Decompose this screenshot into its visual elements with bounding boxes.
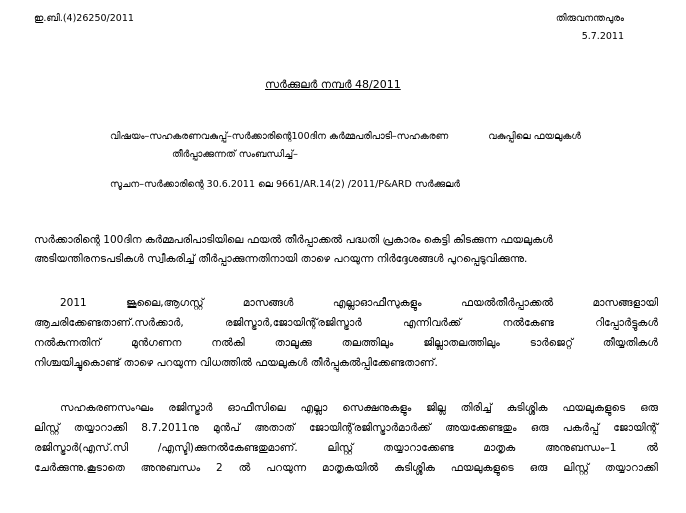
reference-line: സൂചന–സർക്കാരിന്റെ 30.6.2011 ലെ 9661/AR.14(2) /2011/P&ARD സർക്കുലർ	[110, 179, 461, 190]
word: ഒരു	[640, 402, 658, 414]
para2-line3	[34, 337, 658, 350]
word: ചേർക്കുന്നു.കൂടാതെ	[34, 462, 125, 474]
word: ഓഫീസിലെ	[227, 402, 286, 414]
word: മാതൃക	[483, 442, 516, 454]
word: കുടിശ്ശിക	[394, 462, 435, 474]
word: കുടിശ്ശിക	[506, 402, 548, 414]
word: നൽകി	[211, 337, 245, 349]
word: മാസങ്ങൾ	[242, 297, 294, 309]
word: തയ്യാറാക്കി	[73, 422, 128, 434]
word: 2011	[60, 297, 87, 309]
word: ലിസ്റ്റ്	[327, 442, 354, 454]
word: അനുബന്ധം–1	[545, 442, 617, 454]
word: അനുബന്ധം	[140, 462, 201, 474]
word: ആചരിക്കേണ്ടതാണ്.സർക്കാർ,	[34, 317, 184, 329]
word: അതാത്	[254, 422, 295, 434]
word: ഫയലുകളുടെ	[562, 402, 626, 414]
word: താലൂക്കു	[274, 337, 312, 349]
place-name: തിരുവനന്തപുരം	[555, 13, 624, 24]
subject-text-cont: വകുപ്പിലെ ഫയലുകൾ	[488, 131, 581, 142]
para2-line4: നിശ്ചയിച്ചുകൊണ്ട് താഴെ പറയുന്ന വിധത്തിൽ ഫയലുകൾ തീർപ്പുകൽപ്പിക്കേണ്ടതാണ്.	[34, 357, 438, 369]
word: തിരിച്ച്	[460, 402, 492, 414]
word: റിപ്പോർട്ടുകൾ	[595, 317, 658, 329]
circular-title: സർക്കുലർ നമ്പർ 48/2011	[265, 78, 401, 91]
word: ജൂലൈ,ആഗസ്റ്റ്	[126, 297, 204, 309]
word: സെക്ഷനുകളും	[342, 402, 412, 414]
para3-line4	[34, 462, 658, 475]
para1-line2: അടിയന്തിരനടപടികൾ സ്വീകരിച്ച് തീർപ്പാക്കുന്നതിനായി താഴെ പറയുന്ന നിർദ്ദേശങ്ങൾ പുറപ്പെടുവിക്കുന്നു.	[34, 253, 528, 265]
word: ജില്ലാതലത്തിലും	[423, 337, 500, 349]
word: ജില്ല	[426, 402, 446, 414]
word: ഫയൽതീർപ്പാക്കൽ	[460, 297, 554, 309]
word: ൽ	[238, 462, 251, 474]
word: /എസ്ടി)ക്കുനൽകേണ്ടതുമാണ്.	[157, 442, 298, 454]
word: സഹകരണസംഘം	[60, 402, 154, 414]
word: എല്ലാ	[300, 402, 328, 414]
word: പകർപ്പ്	[562, 422, 600, 434]
subject-line-2: തീർപ്പാക്കുന്നത് സംബന്ധിച്ച്–	[172, 149, 298, 160]
file-number: ഇ.ബി.(4)26250/2011	[34, 13, 134, 24]
word: തലത്തിലും	[341, 337, 394, 349]
word: മുൻപ്	[213, 422, 240, 434]
word: ജോയിന്റ്	[613, 422, 658, 434]
para2-line2	[34, 317, 658, 330]
word: തയ്യാറാക്കേണ്ട	[382, 442, 454, 454]
word: തയ്യാറാക്കി	[604, 462, 658, 474]
word: മാതൃകയിൽ	[321, 462, 379, 474]
word: നൽകേണ്ട	[502, 317, 554, 329]
word: 2	[216, 462, 223, 474]
subject-line-1	[110, 131, 581, 142]
para3-line1	[60, 402, 658, 415]
word: അയക്കേണ്ടതും	[445, 422, 517, 434]
para2-line1	[60, 297, 658, 310]
word: ഒരു	[529, 462, 548, 474]
word: രജിസ്ട്രാർ,ജോയിന്റ്‌രജിസ്ട്രാർ	[225, 317, 362, 329]
word: എല്ലാഓഫീസുകളും	[332, 297, 422, 309]
issue-date: 5.7.2011	[581, 31, 624, 42]
word: ലിസ്റ്റ്	[34, 422, 60, 434]
word: തീയ്യതികൾ	[602, 337, 658, 349]
subject-text: വിഷയം–സഹകരണവകുപ്പ്–സർക്കാരിന്റെ100ദിന കർമ്മപരിപാടി–സഹകരണ	[110, 131, 449, 142]
para3-line3	[34, 442, 658, 455]
word: ലിസ്റ്റ്	[563, 462, 589, 474]
word: നൽകുന്നതിന്	[34, 337, 102, 349]
word: മാസങ്ങളായി	[592, 297, 658, 309]
para1-line1: സർക്കാരിന്റെ 100ദിന കർമ്മപരിപാടിയിലെ ഫയൽ തീർപ്പാക്കൽ പദ്ധതി പ്രകാരം കെട്ടി കിടക്കുന്ന ഫയലുകൾ	[34, 234, 553, 246]
word: ടാർജെറ്റ്	[529, 337, 573, 349]
para3-line2	[34, 422, 658, 435]
word: ജോയിന്റ്‌രജിസ്ട്രാർമാർക്ക്	[309, 422, 431, 434]
word: ഫയലുകളുടെ	[450, 462, 514, 474]
word: എന്നിവർക്ക്	[403, 317, 462, 329]
word: രജിസ്ട്രാർ(എസ്.സി	[34, 442, 129, 454]
word: ൽ	[646, 442, 658, 454]
word: ഒരു	[530, 422, 549, 434]
word: മുൻഗണന	[131, 337, 182, 349]
word: പറയുന്ന	[266, 462, 307, 474]
word: രജിസ്ട്രാർ	[168, 402, 213, 414]
word: 8.7.2011നു	[141, 422, 199, 434]
